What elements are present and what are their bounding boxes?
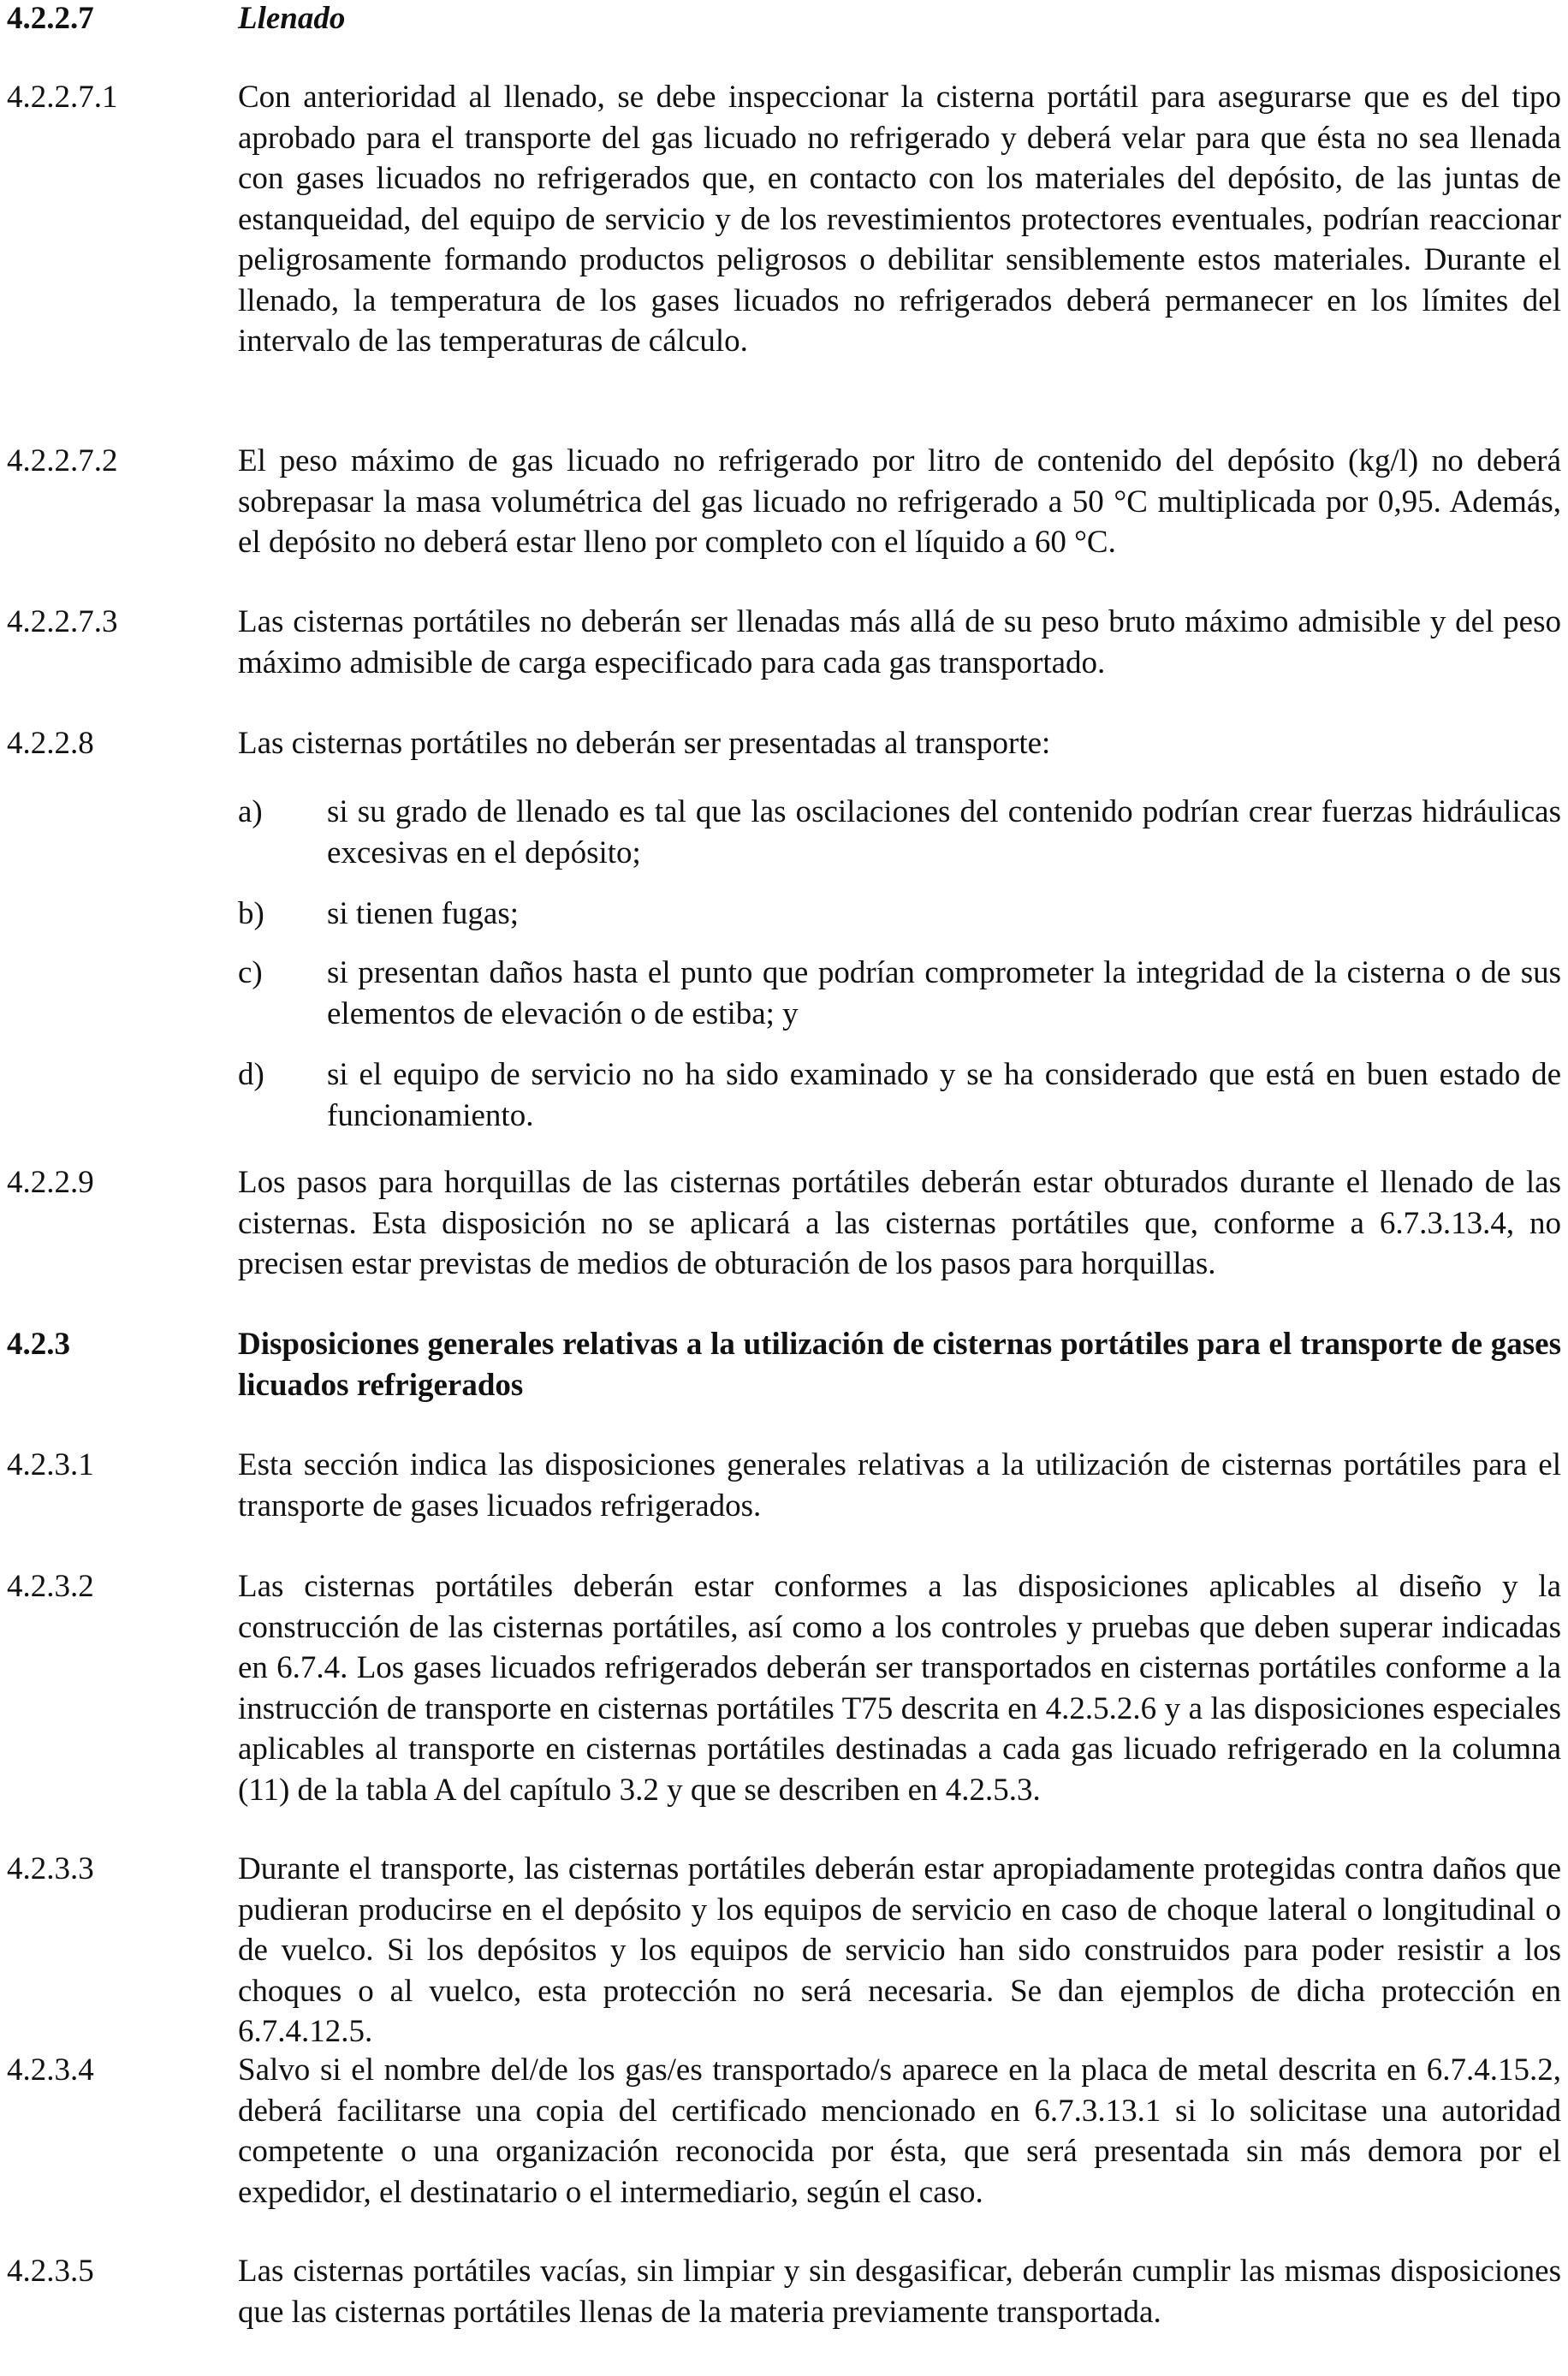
paragraph-4-2-2-7-3 [7, 602, 1561, 683]
paragraph-number: 4.2.2.7.3 [7, 604, 118, 639]
paragraph-4-2-2-7-2 [7, 441, 1561, 563]
paragraph-text: Las cisternas portátiles no deberán ser llenadas más allá de su peso bruto máximo admisible y del peso máximo admisible de carga especificado para cada gas transportado. [238, 604, 1561, 680]
paragraph-number: 4.2.2.7.1 [7, 80, 118, 115]
paragraph-text: Las cisternas portátiles no deberán ser presentadas al transporte: [238, 726, 1051, 761]
paragraph-4-2-3-4 [7, 2050, 1561, 2213]
paragraph-text: El peso máximo de gas licuado no refrigerado por litro de contenido del depósito (kg/l) no deberá sobrepasar la masa volumétrica del gas licuado no refrigerado a 50 °C multiplicada por 0,95. Además, el depósito no deberá estar lleno por completo con el líquido a 60 °C. [238, 443, 1561, 560]
section-title: Llenado [238, 1, 346, 36]
paragraph-4-2-3-3 [7, 1849, 1561, 2052]
list-item-text: si tienen fugas; [327, 896, 520, 931]
paragraph-4-2-2-9 [7, 1162, 1561, 1285]
list-item-label: a) [238, 794, 263, 829]
paragraph-number: 4.2.2.8 [7, 726, 94, 761]
paragraph-text: Las cisternas portátiles deberán estar conformes a las disposiciones aplicables al diseño y la construcción de las cisternas portátiles, así como a los controles y pruebas que deben superar indicadas en 6.7.4. Los gases licuados refrigerados deberán ser transportados en cisternas portátiles conforme a la instrucción de transporte en cisternas portátiles T75 descrita en 4.2.5.2.6 y a las disposiciones especiales aplicables al transporte en cisternas portátiles destinadas a cada gas licuado refrigerado en la columna (11) de la tabla A del capítulo 3.2 y que se describen en 4.2.5.3. [238, 1569, 1561, 1808]
paragraph-4-2-3-2 [7, 1566, 1561, 1810]
section-number: 4.2.3 [7, 1327, 70, 1362]
paragraph-number: 4.2.3.3 [7, 1851, 94, 1886]
section-heading-4-2-2-7 [7, 0, 1561, 39]
section-heading-4-2-3 [7, 1324, 1561, 1405]
paragraph-4-2-2-7-1 [7, 77, 1561, 362]
list-item-label: d) [238, 1057, 264, 1092]
list-item [238, 1054, 1561, 1136]
section-number: 4.2.2.7 [7, 1, 94, 36]
paragraph-text: Esta sección indica las disposiciones generales relativas a la utilización de cisternas portátiles para el transporte de gases licuados refrigerados. [238, 1447, 1561, 1524]
paragraph-number: 4.2.2.9 [7, 1165, 94, 1200]
paragraph-number: 4.2.2.7.2 [7, 443, 118, 478]
list-item [238, 792, 1561, 873]
paragraph-text: Durante el transporte, las cisternas portátiles deberán estar apropiadamente protegidas contra daños que pudieran producirse en el depósito y los equipos de servicio en caso de choque lateral o longitudinal o de vuelco. Si los depósitos y los equipos de servicio han sido construidos para poder resistir a los choques o al vuelco, esta protección no será necesaria. Se dan ejemplos de dicha protección en 6.7.4.12.5. [238, 1851, 1561, 2049]
paragraph-text: Salvo si el nombre del/de los gas/es transportado/s aparece en la placa de metal descrita en 6.7.4.15.2, deberá facilitarse una copia del certificado mencionado en 6.7.3.13.1 si lo solicitase una autoridad competente o una organización reconocida por ésta, que será presentada sin más demora por el expedidor, el destinatario o el intermediario, según el caso. [238, 2052, 1561, 2210]
list-item-text: si presentan daños hasta el punto que podrían comprometer la integridad de la cisterna o de sus elementos de elevación o de estiba; y [327, 955, 1561, 1031]
paragraph-number: 4.2.3.5 [7, 2254, 94, 2289]
list-item [238, 894, 1561, 935]
paragraph-number: 4.2.3.2 [7, 1569, 94, 1604]
list-item-text: si el equipo de servicio no ha sido examinado y se ha considerado que está en buen estado de funcionamiento. [327, 1057, 1561, 1133]
paragraph-number: 4.2.3.4 [7, 2052, 94, 2088]
list-item-text: si su grado de llenado es tal que las oscilaciones del contenido podrían crear fuerzas hidráulicas excesivas en el depósito; [327, 794, 1561, 870]
paragraph-text: Los pasos para horquillas de las cisternas portátiles deberán estar obturados durante el llenado de las cisternas. Esta disposición no se aplicará a las cisternas portátiles que, conforme a 6.7.3.13.4, no precisen estar previstas de medios de obturación de los pasos para horquillas. [238, 1165, 1561, 1281]
list-item-label: b) [238, 896, 264, 931]
paragraph-4-2-3-1 [7, 1445, 1561, 1526]
list-item [238, 953, 1561, 1034]
paragraph-4-2-2-8 [7, 723, 1561, 764]
paragraph-number: 4.2.3.1 [7, 1447, 94, 1482]
list-item-label: c) [238, 955, 263, 990]
paragraph-text: Con anterioridad al llenado, se debe inspeccionar la cisterna portátil para asegurarse que es del tipo aprobado para el transporte del gas licuado no refrigerado y deberá velar para que ésta no sea llenada con gases licuados no refrigerados que, en contacto con los materiales del depósito, de las juntas de estanqueidad, del equipo de servicio y de los revestimientos protectores eventuales, podrían reaccionar peligrosamente formando productos peligrosos o debilitar sensiblemente estos materiales. Durante el llenado, la temperatura de los gases licuados no refrigerados deberá permanecer en los límites del intervalo de las temperaturas de cálculo. [238, 80, 1561, 359]
section-title: Disposiciones generales relativas a la utilización de cisternas portátiles para el transporte de gases licuados refrigerados [238, 1327, 1561, 1403]
paragraph-text: Las cisternas portátiles vacías, sin limpiar y sin desgasificar, deberán cumplir las mismas disposiciones que las cisternas portátiles llenas de la materia previamente transportada. [238, 2254, 1561, 2330]
paragraph-4-2-3-5 [7, 2251, 1561, 2332]
